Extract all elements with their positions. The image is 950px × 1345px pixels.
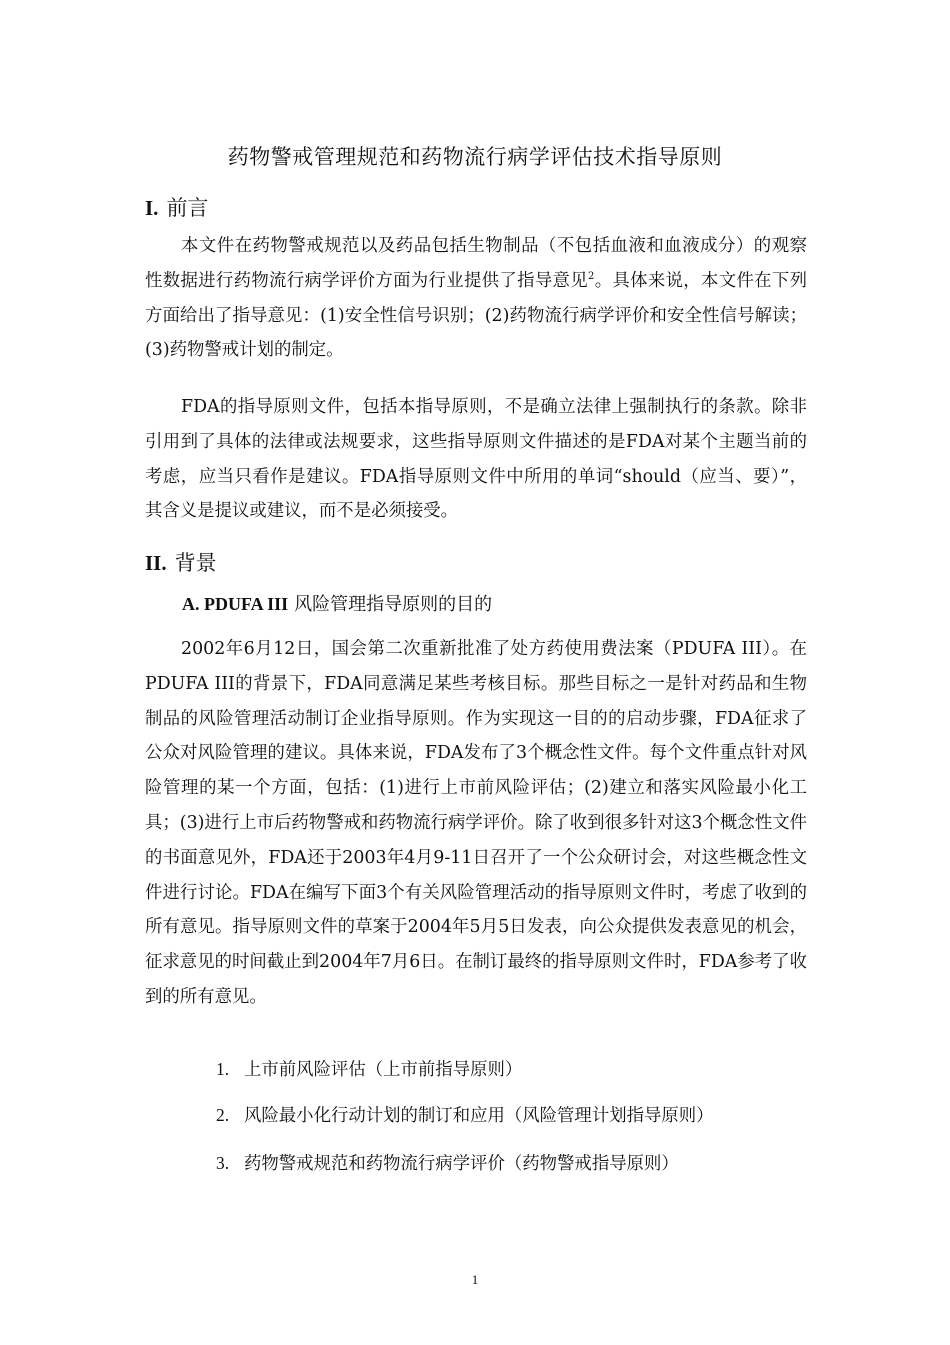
list-item: [216, 1148, 679, 1179]
section-title: 前言: [166, 196, 209, 220]
background-paragraph: 2002年6月12日，国会第二次重新批准了处方药使用费法案（PDUFA III）。在PDUFA III的背景下，FDA同意满足某些考核目标。那些目标之一是针对药品和生物制品的风险管理活动制订企业指导原则。作为实现这一目的的启动步骤，FDA征求了公众对风险管理的建议。具体来说，FDA发布了3个概念性文件。每个文件重点针对风险管理的某一个方面，包括：(1)进行上市前风险评估；(2)建立和落实风险最小化工具；(3)进行上市后药物警戒和药物流行病学评价。除了收到很多针对这3个概念性文件的书面意见外，FDA还于2003年4月9-11日召开了一个公众研讨会，对这些概念性文件进行讨论。FDA在编写下面3个有关风险管理活动的指导原则文件时，考虑了收到的所有意见。指导原则文件的草案于2004年5月5日发表，向公众提供发表意见的机会，征求意见的时间截止到2004年7月6日。在制订最终的指导原则文件时，FDA参考了收到的所有意见。: [145, 639, 807, 1007]
list-number: 1.: [216, 1059, 230, 1079]
preface-paragraph-1: [145, 229, 807, 368]
list-item: [216, 1100, 714, 1131]
section-heading-background: [145, 548, 217, 578]
list-text: 上市前风险评估（上市前指导原则）: [244, 1060, 523, 1080]
list-item: [216, 1054, 522, 1085]
list-text: 风险最小化行动计划的制订和应用（风险管理计划指导原则）: [244, 1106, 714, 1126]
paragraph-text: 。具体来说，本文件在下列方面给出了指导意见：(1)安全性信号识别；(2)药物流行病学评价和安全性信号解读；(3)药物警戒计划的制定。: [145, 270, 807, 361]
section-number: I.: [145, 196, 159, 220]
section-heading-preface: [145, 193, 208, 223]
section-title: 背景: [174, 551, 217, 575]
page-number: 1: [471, 1272, 479, 1287]
subsection-heading-a: [182, 590, 492, 619]
subsection-label: A. PDUFA III: [182, 594, 289, 614]
footnote-ref[interactable]: 2: [587, 271, 595, 282]
paragraph-text: 本文件在药物警戒规范以及药品包括生物制品（不包括血液和血液成分）的观察性数据进行药物流行病学评价方面为行业提供了指导意见: [145, 236, 807, 291]
list-text: 药物警戒规范和药物流行病学评价（药物警戒指导原则）: [244, 1154, 679, 1174]
list-number: 3.: [216, 1153, 230, 1173]
preface-paragraph-2: FDA的指导原则文件，包括本指导原则，不是确立法律上强制执行的条款。除非引用到了具体的法律或法规要求，这些指导原则文件描述的是FDA对某个主题当前的考虑，应当只看作是建议。FDA指导原则文件中所用的单词“should（应当、要）”，其含义是提议或建议，而不是必须接受。: [145, 397, 807, 522]
list-number: 2.: [216, 1105, 230, 1125]
section-number: II.: [145, 551, 167, 575]
subsection-title: 风险管理指导原则的目的: [294, 594, 493, 615]
document-title: 药物警戒管理规范和药物流行病学评估技术指导原则: [227, 145, 723, 169]
